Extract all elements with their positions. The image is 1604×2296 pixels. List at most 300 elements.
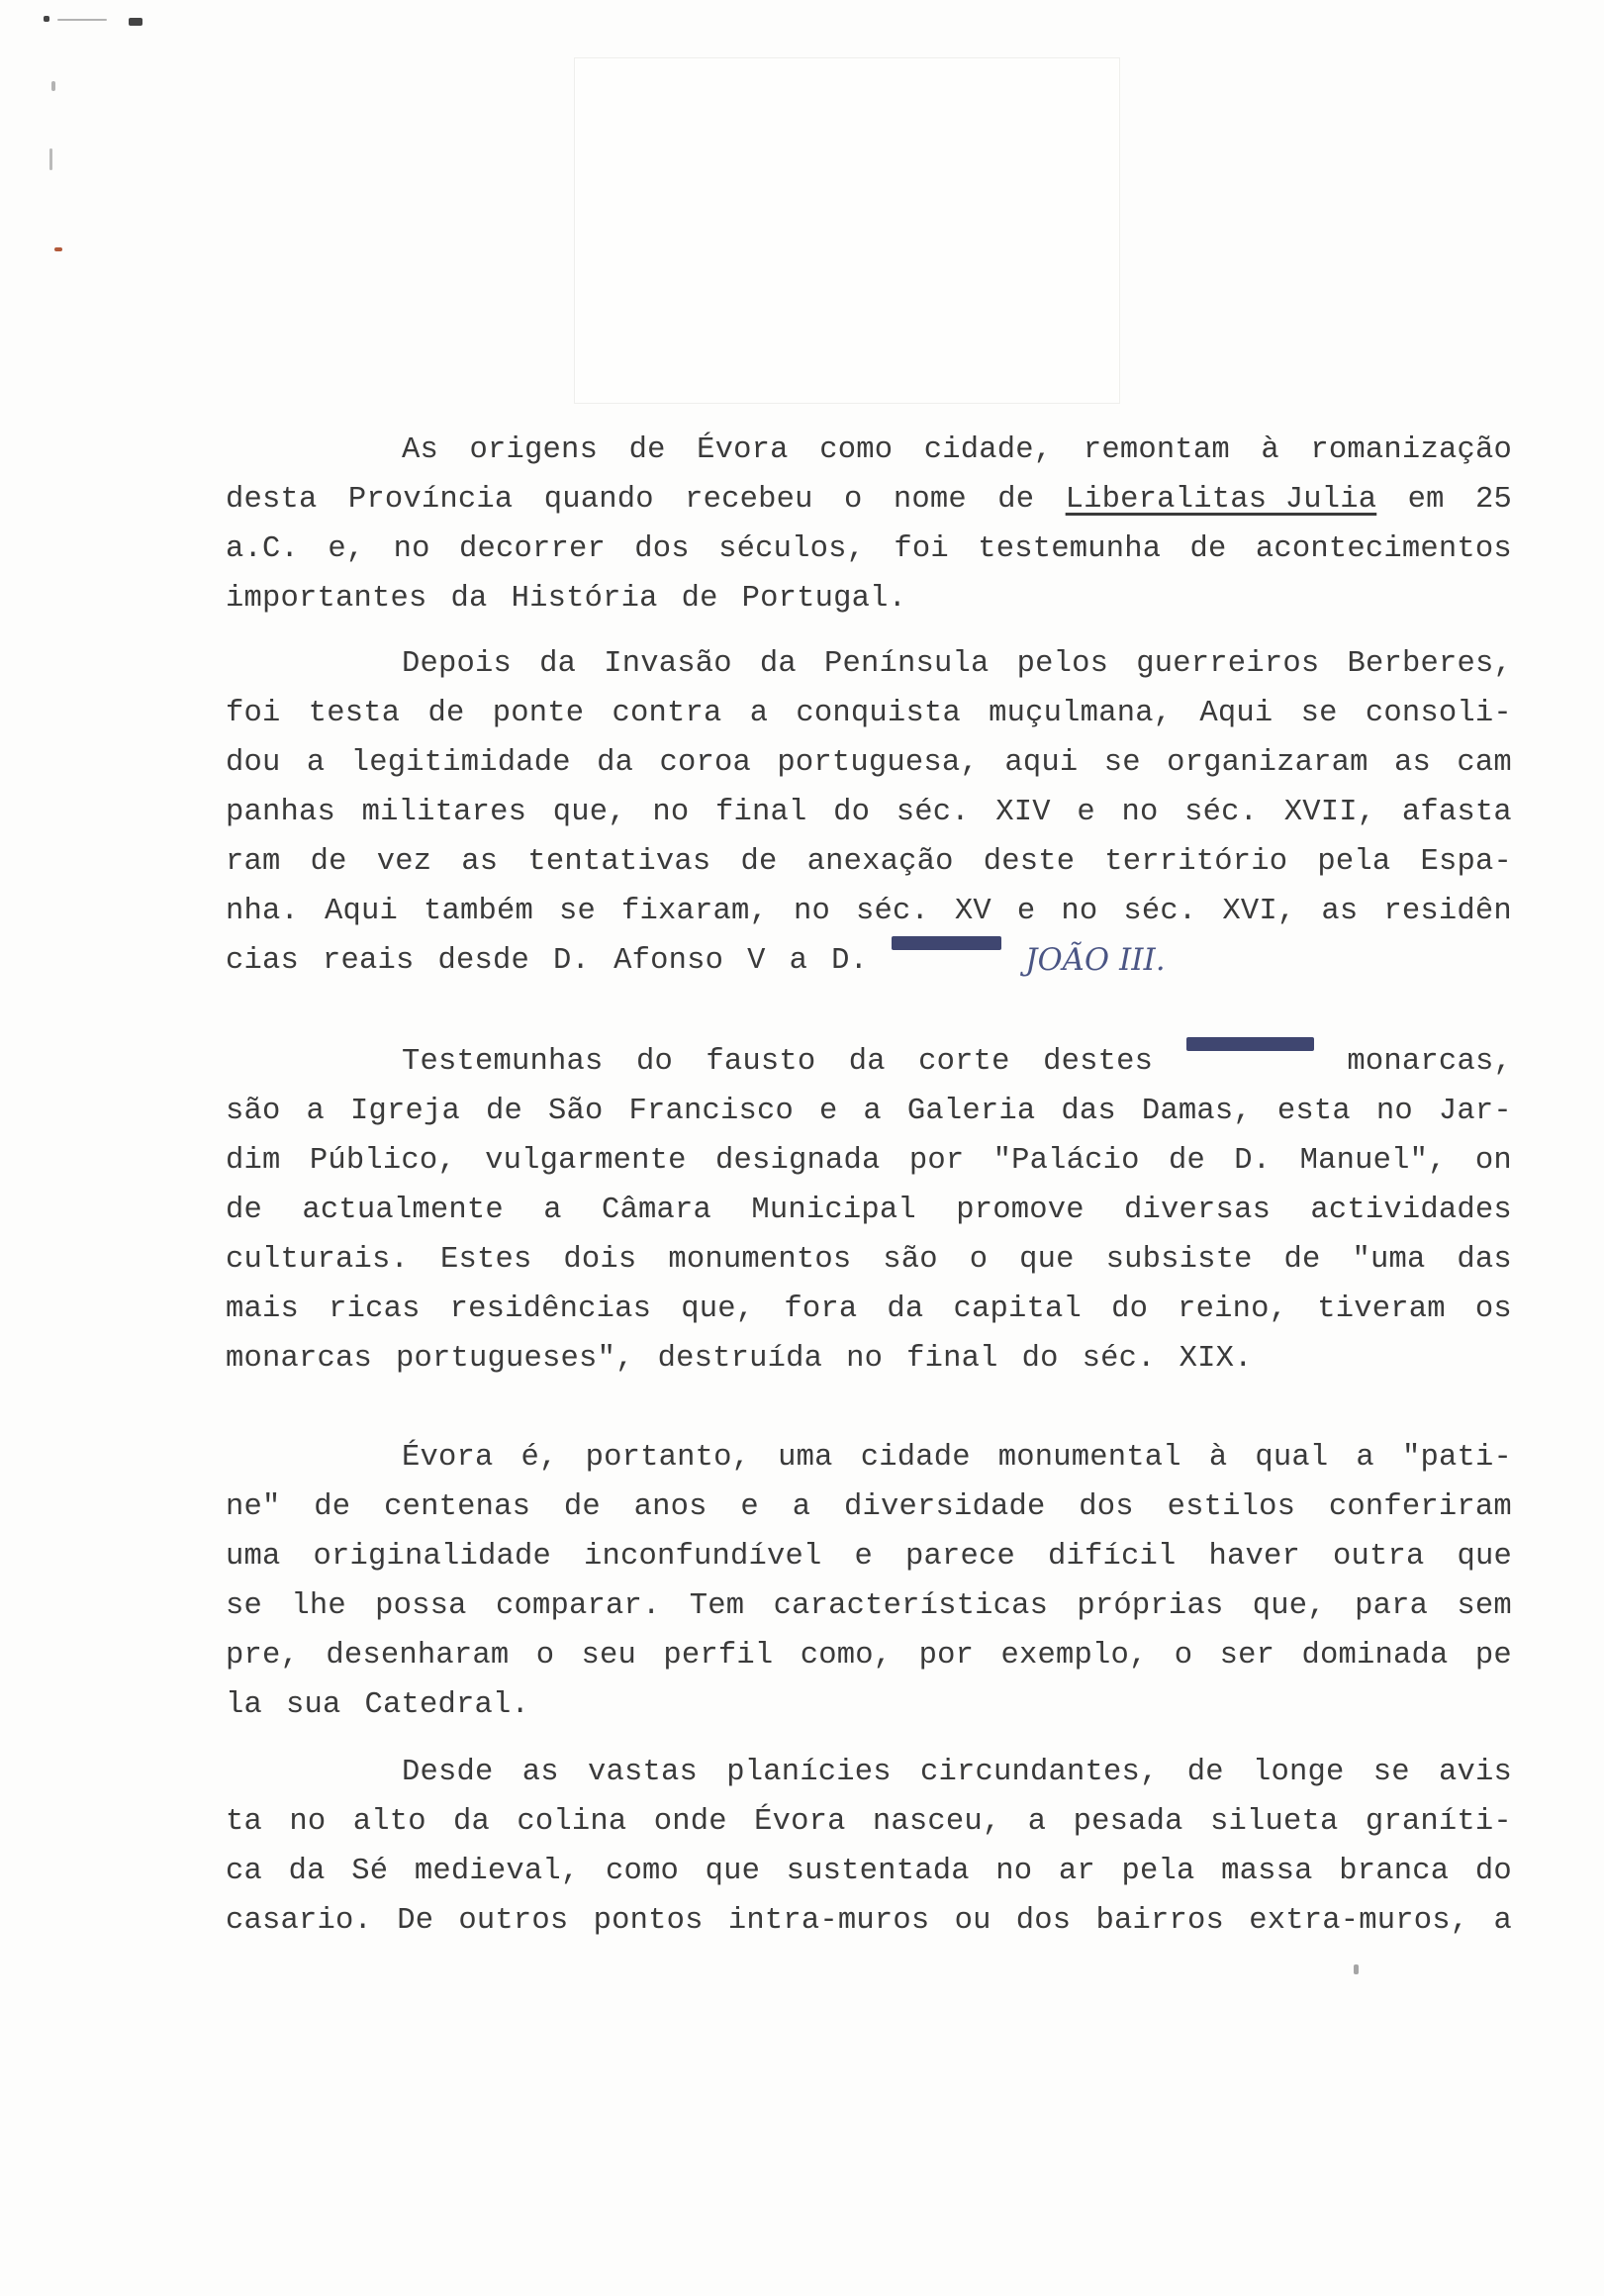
word: pre, [226,1639,300,1673]
word: do [833,796,871,829]
word: fausto [706,1045,816,1079]
word: ar [1058,1855,1095,1888]
word: das [1457,1243,1512,1277]
margin-mark [51,81,55,91]
word: se [558,895,596,928]
word: De [397,1904,434,1938]
word: e [1077,796,1095,829]
word: de [628,433,666,467]
word: que, [552,796,626,829]
word: panhas [226,796,336,829]
word: séc. [896,796,970,829]
word: cidade, [923,433,1053,467]
word: origens [469,433,599,467]
text-line [226,936,1512,986]
word: As [402,433,439,467]
word: pe [1474,1639,1512,1673]
word: do [1111,1292,1149,1326]
struck-out-word [892,936,1001,950]
word: colina [517,1805,627,1839]
word: monumental [997,1441,1181,1475]
word: originalidade [313,1540,552,1574]
text-line [226,1896,1512,1946]
word: "pati- [1401,1441,1512,1475]
margin-mark [54,247,62,251]
word: circundantes, [919,1756,1159,1789]
word: Província [347,483,514,517]
text-line [226,738,1512,788]
word: são [883,1243,938,1277]
word: tentativas [527,845,711,879]
word: da [887,1292,924,1326]
word: dominada [1301,1639,1449,1673]
text-line [226,426,1512,475]
word: fora [784,1292,858,1326]
word: "Palácio [992,1144,1140,1178]
word: centenas [384,1490,531,1524]
word: deste [983,845,1076,879]
word: História [511,582,658,616]
word: da [848,1045,886,1079]
word: nha. [226,895,300,928]
word: portuguesa, [777,746,979,780]
word: desta [226,483,318,517]
word: pelos [1016,647,1109,681]
text-line [226,1037,1512,1087]
word: muçulmana, [989,697,1173,730]
word: XIV [995,796,1051,829]
word: final [906,1342,998,1376]
word: pela [1121,1855,1195,1888]
word: Câmara [602,1194,712,1227]
word: organizaram [1167,746,1368,780]
word: próprias [1077,1589,1224,1623]
word: portanto, [585,1441,751,1475]
word: tiveram [1317,1292,1446,1326]
word: conquista [796,697,961,730]
word: ca [226,1855,263,1888]
word: de [226,1194,263,1227]
word: o [844,483,863,517]
text-line [226,1847,1512,1896]
word: bairros [1095,1904,1225,1938]
word: por [918,1639,975,1673]
word: a [1493,1904,1512,1938]
word: Catedral. [364,1688,530,1722]
text-line [226,1680,1512,1730]
word: é, [520,1441,558,1475]
text-line [226,887,1512,936]
word: D. [553,944,591,978]
word: cam [1457,746,1512,780]
word: o [1174,1639,1193,1673]
word: decorrer [458,532,606,566]
word: no [652,796,690,829]
word: destruída [657,1342,823,1376]
word: séculos, [718,532,866,566]
word: romanização [1310,433,1512,467]
word: XVI, [1222,895,1296,928]
word: séc. [1184,796,1259,829]
word: e [1016,895,1036,928]
word: possa [375,1589,467,1623]
word: Évora [402,1441,494,1475]
word: as [1393,746,1431,780]
word: qual [1255,1441,1329,1475]
word: on [1474,1144,1512,1178]
text-line [226,1186,1512,1235]
word: Invasão [604,647,732,681]
text-line [226,475,1512,525]
text-line [226,1532,1512,1581]
word: Espa- [1420,845,1512,879]
word: D. [831,944,869,978]
word: parece [905,1540,1016,1574]
word: coroa [659,746,752,780]
word: XV [954,895,991,928]
word: à [1261,433,1279,467]
word: monarcas [226,1342,373,1376]
word: de [310,845,347,879]
word: dos [1015,1904,1072,1938]
word: militares [361,796,527,829]
word: Damas, [1141,1095,1252,1128]
word: acontecimentos [1255,532,1512,566]
word: designada [714,1144,881,1178]
word: que [705,1855,761,1888]
text-line [226,1748,1512,1797]
word: a [792,1490,811,1524]
word: as [1321,895,1359,928]
word: pela [1317,845,1391,879]
word: casario. [226,1904,373,1938]
word: legitimidade [350,746,571,780]
word: sustentada [786,1855,970,1888]
word: a [789,944,808,978]
word: pesada [1073,1805,1183,1839]
word: de [427,697,465,730]
word: se [1372,1756,1410,1789]
word: de [681,582,718,616]
word: reino, [1178,1292,1288,1326]
word: se [226,1589,263,1623]
word: Igreja [349,1095,460,1128]
text-line [226,1235,1512,1285]
text-line [226,1631,1512,1680]
word: de [997,483,1035,517]
pasted-paper-slip [574,57,1120,404]
word: extra-muros, [1249,1904,1469,1938]
word: sem [1457,1589,1512,1623]
text-line [226,1581,1512,1631]
word: comparar. [495,1589,661,1623]
word: de [1283,1243,1321,1277]
word: ne" [226,1490,281,1524]
word: a [306,1095,325,1128]
word: anexação [806,845,954,879]
word: a [749,697,769,730]
word: onde [653,1805,727,1839]
word: no [1121,796,1159,829]
word: actualmente [302,1194,504,1227]
word: actividades [1310,1194,1512,1227]
struck-out-word [1186,1037,1315,1051]
word: no [995,1855,1033,1888]
word: massa [1221,1855,1313,1888]
word: da [759,647,797,681]
word: final [714,796,807,829]
word: características [773,1589,1049,1623]
word: Francisco [628,1095,794,1128]
word: por [908,1144,965,1178]
word: no [1061,895,1098,928]
word: XIX. [1179,1342,1253,1376]
word: que, [681,1292,755,1326]
word: de [485,1095,522,1128]
word: portugueses", [396,1342,634,1376]
text-line [226,837,1512,887]
word: foi [894,532,949,566]
word: Évora [754,1805,846,1839]
word: graníti- [1365,1805,1512,1839]
word: haver [1208,1540,1301,1574]
word: Depois [402,647,513,681]
word: no [289,1805,327,1839]
word: de [314,1490,351,1524]
word: da [288,1855,326,1888]
word: do [1474,1855,1512,1888]
word: Península [824,647,990,681]
text-line [226,1433,1512,1483]
word: diversidade [843,1490,1046,1524]
word: perfil [663,1639,774,1673]
margin-mark [57,19,107,21]
word: e [818,1095,838,1128]
word: la [226,1688,263,1722]
word: também [423,895,533,928]
word: a.C. [226,532,300,566]
word: D. [1234,1144,1272,1178]
word: ricas [329,1292,421,1326]
text-line [226,788,1512,837]
word: as [461,845,499,879]
word: a [543,1194,562,1227]
word: Évora [697,433,789,467]
word: reais [323,944,415,978]
word: monumentos [668,1243,852,1277]
word: recebeu [685,483,813,517]
word: Aqui [324,895,398,928]
text-line [226,574,1512,623]
word: da [539,647,577,681]
word: o [969,1243,989,1277]
word: foi [226,697,281,730]
word: estilos [1167,1490,1296,1524]
word: Desde [402,1756,494,1789]
handwritten-correction: JOÃO III. [1025,943,1166,978]
word: e [854,1540,874,1574]
word: uma [226,1540,281,1574]
word: cidade [860,1441,971,1475]
word: exemplo, [1000,1639,1148,1673]
word: silueta [1209,1805,1339,1839]
word: do [635,1045,673,1079]
word: 25 [1474,483,1512,517]
word: como [819,433,894,467]
word: que, [1252,1589,1326,1623]
word: lhe [291,1589,346,1623]
word: uma [778,1441,833,1475]
word: séc. [1123,895,1197,928]
word: e, [328,532,365,566]
word: o [535,1639,555,1673]
word: em [1407,483,1445,517]
margin-mark [44,16,49,22]
word: difícil [1048,1540,1177,1574]
word: Galeria [906,1095,1036,1128]
word: de [563,1490,601,1524]
word: no [846,1342,884,1376]
word: a [863,1095,882,1128]
word: intra-muros [727,1904,930,1938]
word: séc. [855,895,929,928]
word: branca [1339,1855,1450,1888]
word: Jar- [1438,1095,1512,1128]
word: afasta [1401,796,1512,829]
word: dou [226,746,281,780]
word: São [547,1095,604,1128]
word: ta [226,1805,263,1839]
word: alto [352,1805,426,1839]
margin-mark [129,18,142,26]
word: da [450,582,488,616]
word: de [1189,532,1227,566]
underlined-latin-name: Liberalitas Julia [1065,483,1377,517]
word: que [1019,1243,1075,1277]
text-line [226,1136,1512,1186]
word: Público, [309,1144,456,1178]
word: dois [563,1243,637,1277]
word: importantes [226,582,427,616]
word: longe [1252,1756,1345,1789]
word: monarcas, [1347,1045,1512,1079]
word: quando [543,483,654,517]
word: Portugal. [741,582,907,616]
word: vulgarmente [485,1144,687,1178]
word: das [1061,1095,1116,1128]
word: séc. [1082,1342,1156,1376]
word: Testemunhas [402,1045,604,1079]
word: de [1168,1144,1205,1178]
text-line [226,1483,1512,1532]
word: de [740,845,778,879]
word: sua [286,1688,341,1722]
word: vez [376,845,432,879]
word: no [393,532,430,566]
text-line [226,689,1512,738]
word: Municipal [751,1194,916,1227]
word: da [453,1805,491,1839]
text-line [226,1087,1512,1136]
word: e [740,1490,759,1524]
word: avis [1438,1756,1512,1789]
word: desde [437,944,530,978]
text-line [226,1334,1512,1384]
word: no [793,895,830,928]
word: a [306,746,326,780]
word: nome [893,483,967,517]
word: à [1208,1441,1228,1475]
word: testa [308,697,401,730]
word: os [1474,1292,1512,1326]
word: Manuel", [1299,1144,1447,1178]
word: território [1104,845,1288,879]
word: cias [226,944,300,978]
word: seu [581,1639,637,1673]
word: residên [1383,895,1512,928]
margin-mark [49,148,52,170]
word: se [1103,746,1141,780]
word: ponte [492,697,585,730]
word: diversas [1124,1194,1272,1227]
word: V [747,944,766,978]
word: a [1356,1441,1374,1475]
word: nasceu, [872,1805,1001,1839]
word: outra [1332,1540,1425,1574]
word: são [226,1095,281,1128]
word: que [1457,1540,1512,1574]
word: destes [1043,1045,1154,1079]
word: XVII, [1283,796,1376,829]
word: pontos [593,1904,704,1938]
word: como [605,1855,679,1888]
word: mais [226,1292,300,1326]
word: ram [226,845,281,879]
word: Afonso [613,944,724,978]
word: "uma [1352,1243,1426,1277]
word: desenharam [326,1639,510,1673]
word: dos [1079,1490,1134,1524]
word: da [597,746,634,780]
word: residências [449,1292,652,1326]
handwritten-corrected-word: Aqui [1199,697,1274,730]
word: Estes [439,1243,532,1277]
word: aqui [1004,746,1079,780]
word: anos [633,1490,708,1524]
word: culturais. [226,1243,410,1277]
word: inconfundível [584,1540,822,1574]
word: a [1027,1805,1047,1839]
word: testemunha [978,532,1162,566]
word: no [1375,1095,1413,1128]
word: subsiste [1105,1243,1253,1277]
word: fixaram, [620,895,768,928]
word: conferiram [1328,1490,1512,1524]
word: Berberes, [1347,647,1512,681]
word: dos [634,532,690,566]
word: promove [956,1194,1085,1227]
word: planícies [726,1756,892,1789]
word: capital [953,1292,1083,1326]
word: consoli- [1365,697,1512,730]
word: de [1186,1756,1224,1789]
word: para [1355,1589,1429,1623]
word: Tem [689,1589,745,1623]
word: outros [458,1904,569,1938]
word: corte [918,1045,1010,1079]
word: guerreiros [1136,647,1320,681]
margin-mark [1354,1964,1359,1974]
